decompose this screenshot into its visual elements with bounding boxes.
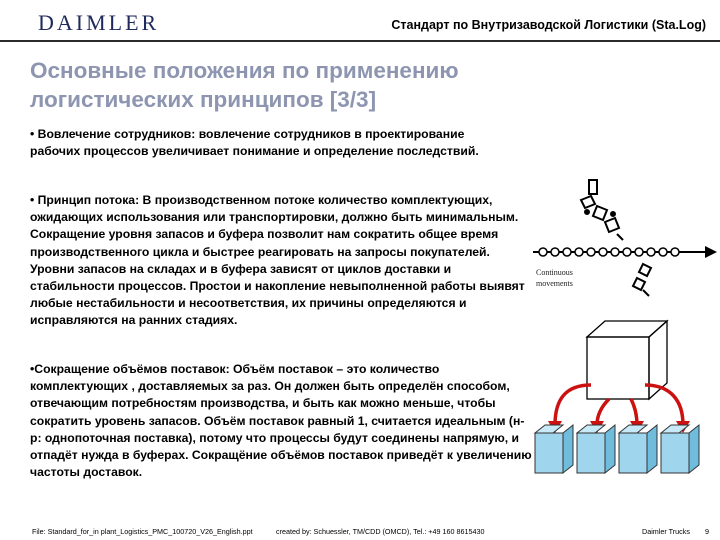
footer-file-name: File: Standard_for_in plant_Logistics_PMC_100720_V26_English.ppt bbox=[32, 527, 253, 536]
slide-title-line-2: логистических принципов [3/3] bbox=[30, 87, 377, 112]
scattered-parts-bottom bbox=[633, 264, 651, 296]
header-divider bbox=[0, 40, 720, 42]
flow-caption-line-2: movements bbox=[536, 279, 573, 288]
header-title: Стандарт по Внутризаводской Логистики (Sta.Log) bbox=[391, 18, 706, 32]
flow-caption-line-1: Continuous bbox=[536, 268, 573, 277]
paragraph-lot-size-reduction: •Сокращение объёмов поставок: Объём поставок – это количество комплектующих , доставляемых за раз. Он должен быть определён способом, отвечающим потребностям производства, и быть как можно меньше, чтобы сократить уровень запасов. Объём поставок равный 1, считается идеальным (н-р: однопоточная поставка), потому что процессы будут соединены напрямую, и отпадёт нужда в буферах. Сокращёние объёмов поставок приведёт к увеличению частоты доставок. bbox=[30, 362, 532, 480]
small-box-2 bbox=[577, 425, 615, 473]
paragraph-employee-involvement: • Вовлечение сотрудников: вовлечение сотрудников в проектирование рабочих процессов увеличивает понимание и определение последствий. bbox=[30, 127, 479, 159]
lot-size-illustration bbox=[525, 315, 720, 490]
small-box-4 bbox=[661, 425, 699, 473]
footer-brand: Daimler Trucks bbox=[642, 527, 690, 536]
flow-caption bbox=[536, 267, 573, 289]
slide-title bbox=[30, 56, 650, 114]
slide-title-line-1: Основные положения по применению bbox=[30, 58, 459, 83]
small-delivery-boxes bbox=[535, 425, 699, 473]
daimler-logo: DAIMLER bbox=[38, 10, 160, 35]
delivery-arrows bbox=[555, 385, 683, 425]
small-box-3 bbox=[619, 425, 657, 473]
scattered-parts-top bbox=[581, 180, 623, 240]
small-box-1 bbox=[535, 425, 573, 473]
footer-created-by: created by: Schuessler, TM/CDD (OMCD), Tel.: +49 160 8615430 bbox=[276, 527, 485, 536]
paragraph-flow-principle: • Принцип потока: В производственном потоке количество комплектующих, ожидающих использования или транспортировки, должно быть минимальным. Сокращение уровня запасов и буфера позволит нам сократить общее время производственного цикла и быстрее реагировать на запросы покупателей. Уровни запасов на складах и в буфера зависят от циклов доставки и стабильности процессов. Простои и накопление невыполненной работы выявят любые нестабильности и несоответствия, их причины определяются и исправляются на ранних стадиях. bbox=[30, 193, 525, 328]
footer-page-number: 9 bbox=[705, 527, 709, 536]
